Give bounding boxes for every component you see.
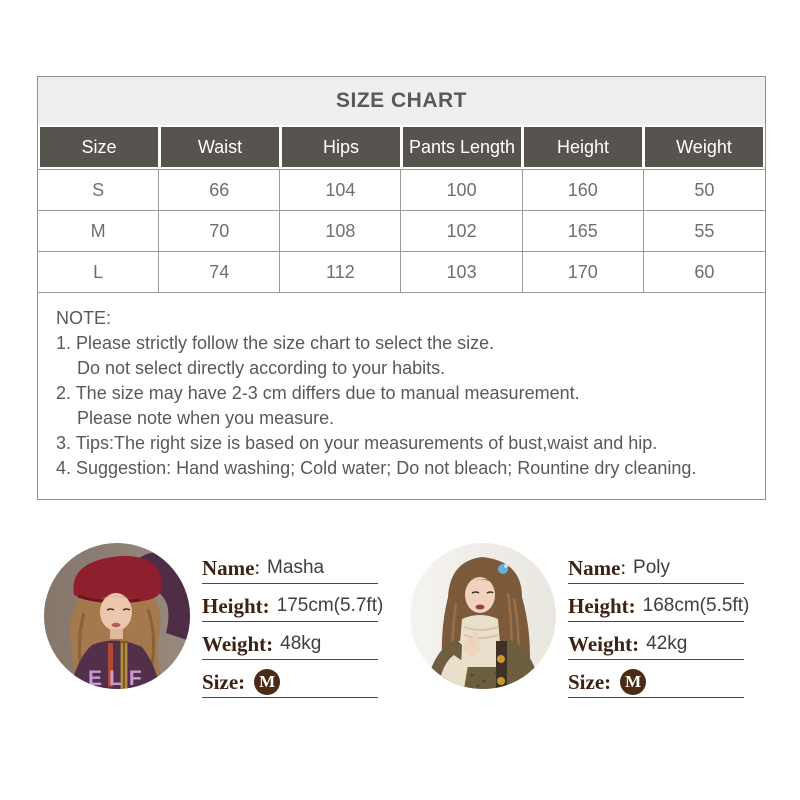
height-value: 175cm(5.7ft): [276, 595, 384, 616]
cell-l-weight: 60: [644, 252, 765, 293]
column-header-pants-length: Pants Length: [403, 127, 521, 167]
note-section: [38, 293, 765, 499]
model-name-row: [568, 546, 744, 584]
note-heading: NOTE:: [56, 308, 112, 328]
cell-s-waist: 66: [159, 170, 280, 211]
name-value: Poly: [633, 557, 671, 578]
size-chart-title: SIZE CHART: [38, 77, 765, 125]
height-value: 168cm(5.5ft): [642, 595, 750, 616]
cell-m-hips: 108: [280, 211, 401, 252]
model-height-row: [568, 584, 750, 622]
name-separator: :: [620, 557, 627, 579]
size-chart-table: [37, 76, 766, 500]
size-label: Size:: [568, 670, 612, 694]
model-size-row: [568, 660, 744, 698]
model-photo-masha: [44, 543, 190, 689]
cell-m-size: M: [38, 211, 159, 252]
model-name-row: [202, 546, 378, 584]
model-weight-row: [568, 622, 744, 660]
weight-label: Weight:: [202, 632, 274, 656]
note-line: 4. Suggestion: Hand washing; Cold water; Do not bleach; Rountine dry cleaning.: [56, 458, 697, 478]
note-line: 1. Please strictly follow the size chart to select the size.: [56, 333, 495, 353]
height-label: Height:: [202, 594, 270, 618]
table-header-row: [40, 127, 763, 167]
name-label: Name: [202, 556, 255, 580]
model-height-row: [202, 584, 384, 622]
cell-m-height: 165: [523, 211, 644, 252]
cell-s-weight: 50: [644, 170, 765, 211]
weight-value: 42kg: [646, 633, 688, 654]
note-line: Do not select directly according to your habits.: [77, 358, 446, 378]
column-header-weight: Weight: [645, 127, 763, 167]
cell-l-hips: 112: [280, 252, 401, 293]
size-label: Size:: [202, 670, 246, 694]
note-line: 2. The size may have 2-3 cm differs due to manual measurement.: [56, 383, 580, 403]
cell-m-weight: 55: [644, 211, 765, 252]
model-weight-row: [202, 622, 378, 660]
name-separator: :: [254, 557, 261, 579]
weight-label: Weight:: [568, 632, 640, 656]
cell-s-height: 160: [523, 170, 644, 211]
height-label: Height:: [568, 594, 636, 618]
cell-s-size: S: [38, 170, 159, 211]
note-line: 3. Tips:The right size is based on your measurements of bust,waist and hip.: [56, 433, 658, 453]
table-body: [38, 169, 765, 293]
cell-l-waist: 74: [159, 252, 280, 293]
column-header-height: Height: [524, 127, 642, 167]
cell-m-pants: 102: [401, 211, 522, 252]
model-info-masha: [202, 546, 384, 698]
note-line: Please note when you measure.: [77, 408, 335, 428]
cell-s-hips: 104: [280, 170, 401, 211]
model-photo-poly: [410, 543, 556, 689]
cell-l-height: 170: [523, 252, 644, 293]
size-m-badge: M: [254, 669, 280, 695]
column-header-waist: Waist: [161, 127, 279, 167]
column-header-hips: Hips: [282, 127, 400, 167]
cell-l-size: L: [38, 252, 159, 293]
name-value: Masha: [267, 557, 325, 578]
cell-l-pants: 103: [401, 252, 522, 293]
column-header-size: Size: [40, 127, 158, 167]
model-size-row: [202, 660, 378, 698]
model-info-poly: [568, 546, 750, 698]
weight-value: 48kg: [280, 633, 322, 654]
size-m-badge: M: [620, 669, 646, 695]
svg-text:ELF: ELF: [88, 667, 149, 689]
name-label: Name: [568, 556, 621, 580]
cell-s-pants: 100: [401, 170, 522, 211]
cell-m-waist: 70: [159, 211, 280, 252]
